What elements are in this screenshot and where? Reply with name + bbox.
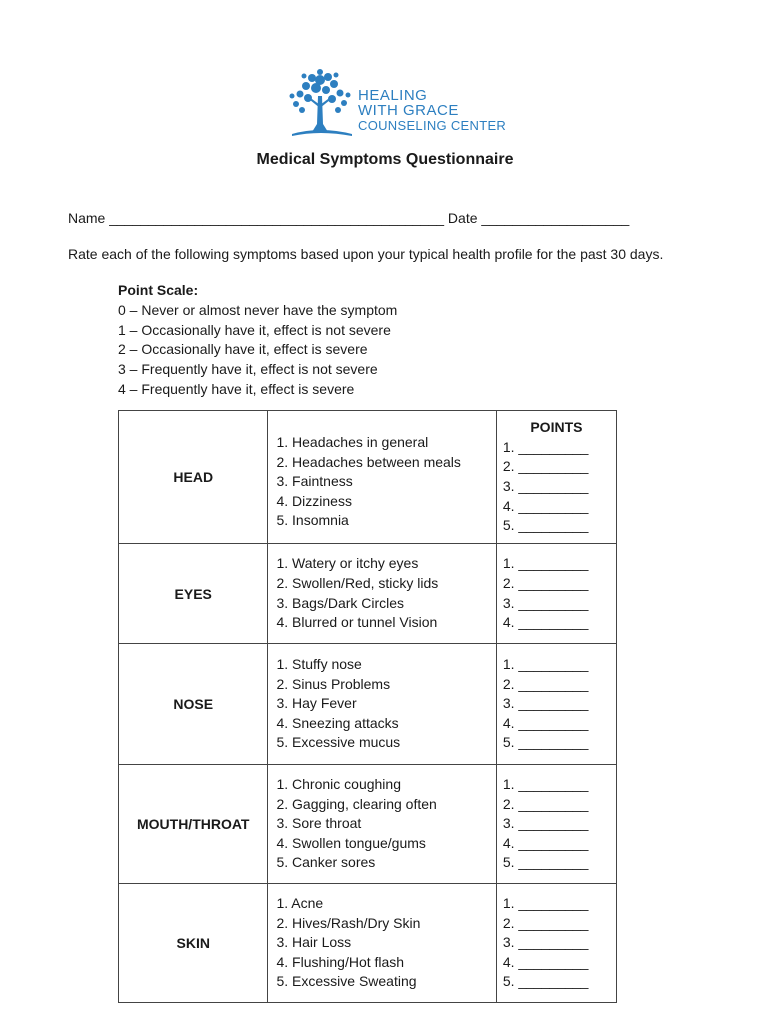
points-field[interactable]: 2. _________ xyxy=(502,914,589,931)
instructions-text: Rate each of the following symptoms based upon your typical health profile for the past 30 days. xyxy=(68,246,664,262)
table-row-mouth-throat xyxy=(119,765,617,884)
symptom-item: 1. Stuffy nose xyxy=(276,656,362,673)
points-field[interactable]: 2. _________ xyxy=(502,458,589,475)
table-row-eyes xyxy=(119,544,617,644)
logo-line-2: WITH GRACE xyxy=(358,102,459,119)
scale-level: 2 – Occasionally have it, effect is severe xyxy=(118,341,368,358)
points-field[interactable]: 4. _________ xyxy=(502,953,589,970)
logo-line-1: HEALING xyxy=(358,87,428,104)
scale-level: 4 – Frequently have it, effect is severe xyxy=(118,380,355,397)
symptom-item: 4. Flushing/Hot flash xyxy=(276,953,405,970)
symptom-item: 5. Insomnia xyxy=(276,512,349,529)
points-field[interactable]: 5. _________ xyxy=(502,854,589,871)
symptom-item: 2. Swollen/Red, sticky lids xyxy=(276,574,439,591)
symptom-item: 3. Hair Loss xyxy=(276,934,352,951)
category-label: EYES xyxy=(119,544,268,644)
symptom-item: 1. Acne xyxy=(276,895,324,912)
symptom-item: 2. Headaches between meals xyxy=(276,453,461,470)
symptom-item: 5. Excessive Sweating xyxy=(276,973,417,990)
points-field[interactable]: 3. _________ xyxy=(502,478,589,494)
points-field[interactable]: 2. _________ xyxy=(502,675,589,692)
symptom-item: 3. Bags/Dark Circles xyxy=(276,594,405,611)
points-field[interactable]: 5. _________ xyxy=(502,734,589,751)
points-field[interactable]: 1. _________ xyxy=(502,438,589,455)
category-label: NOSE xyxy=(119,644,268,765)
symptom-item: 4. Swollen tongue/gums xyxy=(276,834,426,851)
table-row-skin xyxy=(119,884,617,1003)
scale-level: 1 – Occasionally have it, effect is not severe xyxy=(118,321,391,338)
symptom-item: 4. Dizziness xyxy=(276,492,352,509)
points-header: POINTS xyxy=(530,419,583,436)
symptom-list xyxy=(268,644,496,765)
symptom-item: 4. Blurred or tunnel Vision xyxy=(276,614,438,631)
points-field[interactable]: 3. _________ xyxy=(502,695,589,712)
table-row-head xyxy=(119,411,617,544)
points-field[interactable]: 1. _________ xyxy=(502,656,589,673)
symptom-item: 2. Gagging, clearing often xyxy=(276,795,437,812)
symptom-list xyxy=(268,544,496,644)
points-field[interactable]: 2. _________ xyxy=(502,574,589,591)
symptoms-table xyxy=(118,410,617,1003)
category-label: SKIN xyxy=(119,884,268,1003)
points-column xyxy=(496,644,616,765)
points-field[interactable]: 4. _________ xyxy=(502,614,589,631)
symptom-item: 3. Hay Fever xyxy=(276,695,357,712)
symptom-list xyxy=(268,765,496,884)
points-field[interactable]: 2. _________ xyxy=(502,795,589,812)
symptom-item: 2. Sinus Problems xyxy=(276,675,391,692)
category-label: HEAD xyxy=(119,411,268,544)
symptom-item: 1. Headaches in general xyxy=(276,434,429,451)
name-date-field[interactable]: Name ___________________________________________ Date ___________________ xyxy=(68,210,630,226)
page-title: Medical Symptoms Questionnaire xyxy=(256,151,514,168)
points-field[interactable]: 4. _________ xyxy=(502,834,589,851)
category-label: MOUTH/THROAT xyxy=(119,765,268,884)
points-field[interactable]: 1. _________ xyxy=(502,776,589,793)
logo-line-3: COUNSELING CENTER xyxy=(358,118,507,133)
points-column xyxy=(496,884,616,1003)
logo-wordmark xyxy=(358,88,506,133)
points-field[interactable]: 3. _________ xyxy=(502,594,589,611)
points-field[interactable]: 3. _________ xyxy=(502,815,589,832)
symptom-item: 4. Sneezing attacks xyxy=(276,714,399,731)
symptom-item: 3. Sore throat xyxy=(276,815,362,832)
points-field[interactable]: 5. _________ xyxy=(502,973,589,990)
points-field[interactable]: 4. _________ xyxy=(502,497,589,514)
symptom-item: 1. Watery or itchy eyes xyxy=(276,555,419,572)
points-field[interactable]: 1. _________ xyxy=(502,895,589,912)
symptom-list xyxy=(268,884,496,1003)
points-field[interactable]: 4. _________ xyxy=(502,714,589,731)
points-field[interactable]: 3. _________ xyxy=(502,934,589,951)
points-field[interactable]: 5. _________ xyxy=(502,517,589,534)
points-column xyxy=(496,544,616,644)
symptom-item: 5. Excessive mucus xyxy=(276,734,401,751)
points-column xyxy=(496,411,616,544)
points-field[interactable]: 1. _________ xyxy=(502,555,589,572)
symptom-item: 2. Hives/Rash/Dry Skin xyxy=(276,914,421,931)
point-scale xyxy=(118,281,397,400)
symptom-item: 3. Faintness xyxy=(276,473,353,490)
scale-level: 3 – Frequently have it, effect is not severe xyxy=(118,361,378,378)
points-column xyxy=(496,765,616,884)
point-scale-heading: Point Scale: xyxy=(118,282,199,298)
scale-level: 0 – Never or almost never have the symptom xyxy=(118,301,398,318)
symptom-item: 5. Canker sores xyxy=(276,854,376,871)
table-row-nose xyxy=(119,644,617,765)
symptom-item: 1. Chronic coughing xyxy=(276,776,401,793)
symptom-list xyxy=(268,411,496,544)
